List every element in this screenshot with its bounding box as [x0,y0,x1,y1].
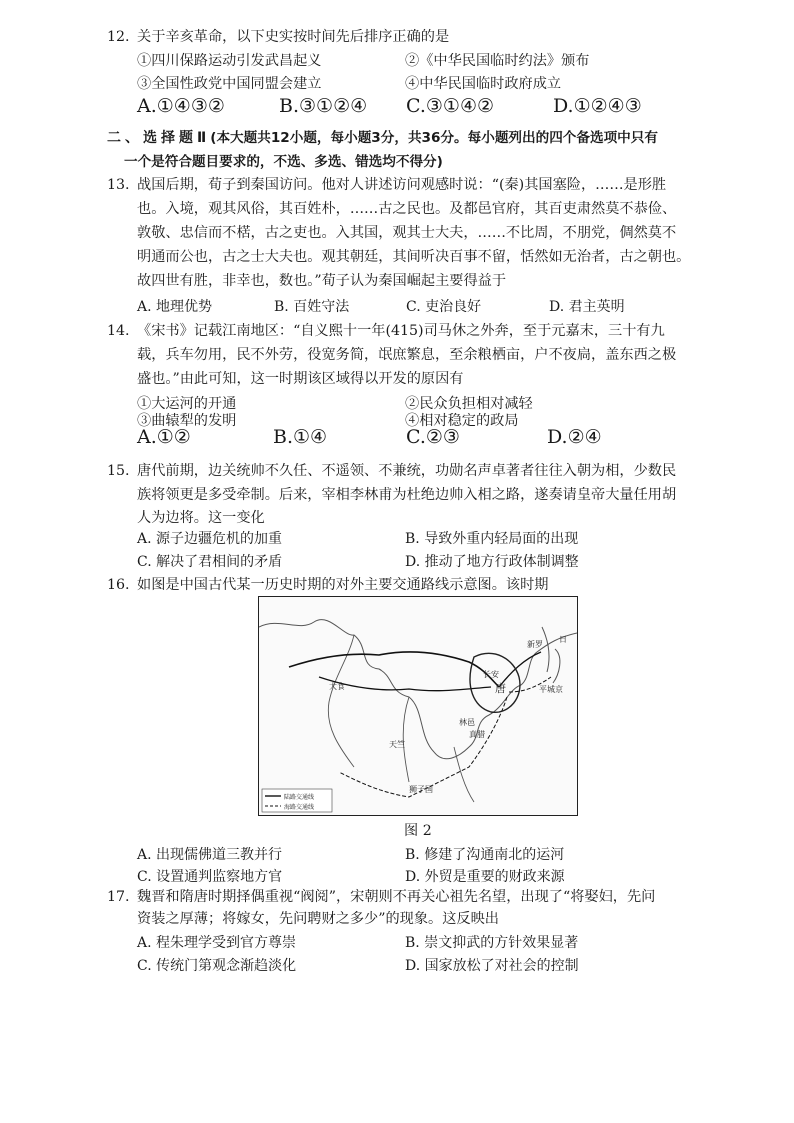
q15-number: 15. [107,463,130,479]
q17-option-c: C. 传统门第观念渐趋淡化 [137,958,297,974]
q16-option-d: D. 外贸是重要的财政来源 [405,869,565,885]
trade-route-map [258,596,578,816]
map-label-changan: 长安 [483,670,499,679]
q13-line-4: 明通而公也，古之士大夫也。观其朝廷，其间听决百事不留，恬然如无治者，古之朝也。 [137,249,691,265]
q13-option-c: C. 吏治良好 [406,299,482,315]
map-label-linyi: 林邑 [459,718,475,727]
q17-line-2: 资装之厚薄；将嫁女，先问聘财之多少”的现象。这反映出 [137,911,499,927]
q13-number: 13. [107,177,130,193]
q15-option-a: A. 源子边疆危机的加重 [137,531,283,547]
q13-option-a: A. 地理优势 [137,299,213,315]
q15-option-d: D. 推动了地方行政体制调整 [405,554,579,570]
section2-line2: 一个是符合题目要求的，不选、多选、错选均不得分) [124,154,443,170]
q16-option-b: B. 修建了沟通南北的运河 [405,847,565,863]
map-label-tianzhu: 天竺 [389,740,405,749]
q14-number: 14. [107,323,130,339]
q12-number: 12. [107,29,130,45]
q15-line-1: 唐代前期，边关统帅不久任、不遥领、不兼统，功勋名声卓著者往往入朝为相，少数民 [137,463,677,479]
map-label-dashi: 大食 [329,682,345,691]
q17-option-a: A. 程朱理学受到官方尊崇 [137,935,297,951]
q14-option-b: B.①④ [273,426,328,448]
figure-caption: 图 2 [404,823,432,839]
q14-line-2: 载，兵车勿用，民不外劳，役宽务简，氓庶繁息，至余粮栖亩，户不夜扃，盖东西之极 [137,347,677,363]
q17-number: 17. [107,889,130,905]
q13-line-3: 敦敬、忠信而不楛，古之吏也。入其国，观其士大夫，……不比周，不朋党，倜然莫不 [137,225,677,241]
q12-option-d: D.①②④③ [553,95,642,117]
section2-heading [107,126,658,147]
q13-line-5: 故四世有胜，非幸也，数也。”荀子认为秦国崛起主要得益于 [137,273,507,289]
q17-option-d: D. 国家放松了对社会的控制 [405,958,579,974]
q12-option-b: B.③①②④ [279,95,368,117]
map-label-zhenla: 真腊 [469,730,485,739]
q12-item-4: ④中华民国临时政府成立 [405,76,562,92]
q12-option-c: C.③①④② [406,95,495,117]
q14-option-d: D.②④ [547,426,602,448]
q17-option-b: B. 崇文抑武的方针效果显著 [405,935,579,951]
q12-stem: 关于辛亥革命，以下史实按时间先后排序正确的是 [137,29,450,45]
q13-line-1: 战国后期，荀子到秦国访问。他对人讲述访问观感时说：“(秦)其国塞险，……是形胜 [137,177,667,193]
q12-item-2: ②《中华民国临时约法》颁布 [405,53,590,69]
q16-number: 16. [107,577,130,593]
q12-item-3: ③全国性政党中国同盟会建立 [137,76,322,92]
q12-item-1: ①四川保路运动引发武昌起义 [137,53,322,69]
q13-option-d: D. 君主英明 [549,299,625,315]
map-label-pingchengjing: 平城京 [539,685,563,694]
q12-option-a: A.①④③② [137,95,225,117]
legend-land-route: 陆路交通线 [284,794,315,801]
map-label-xinluo: 新罗 [527,640,543,649]
q14-option-c: C.②③ [406,426,460,448]
q14-line-3: 盛也。”由此可知，这一时期该区域得以开发的原因有 [137,371,464,387]
q14-item-2: ②民众负担相对减轻 [405,396,533,412]
q14-option-a: A.①② [137,426,191,448]
map-label-tang: 唐 [495,682,506,695]
q15-line-2: 族将领更是多受牵制。后来，宰相李林甫为杜绝边帅入相之路，遂奏请皇帝大量任用胡 [137,487,677,503]
q17-line-1: 魏晋和隋唐时期择偶重视“阀阅”，宋朝则不再关心祖先名望，出现了“将娶妇，先问 [137,889,656,905]
q14-line-1: 《宋书》记载江南地区：“自义熙十一年(415)司马休之外奔，至于元嘉末，三十有九 [137,323,665,339]
q13-option-b: B. 百姓守法 [274,299,350,315]
map-figure [259,597,577,815]
q13-line-2: 也。入境，观其风俗，其百姓朴，……古之民也。及都邑官府，其百吏肃然莫不恭俭、 [137,201,677,217]
section2-lead: 二、选择题Ⅱ [107,130,211,146]
q15-line-3: 人为边将。这一变化 [137,510,265,526]
section2-line1: (本大题共12小题，每小题3分，共36分。每小题列出的四个备选项中只有 [210,130,658,146]
q14-item-3: ③曲辕犁的发明 [137,413,237,429]
legend-sea-route: 海路交通线 [284,804,315,811]
map-label-shiziguo: 狮子国 [409,785,433,794]
q15-option-c: C. 解决了君相间的矛盾 [137,554,283,570]
q16-option-a: A. 出现儒佛道三教并行 [137,847,283,863]
q15-option-b: B. 导致外重内轻局面的出现 [405,531,579,547]
q14-item-1: ①大运河的开通 [137,396,237,412]
q16-option-c: C. 设置通判监察地方官 [137,869,283,885]
q14-item-4: ④相对稳定的政局 [405,413,519,429]
q16-stem: 如图是中国古代某一历史时期的对外主要交通路线示意图。该时期 [137,577,549,593]
map-label-ri: 日 [559,635,567,644]
